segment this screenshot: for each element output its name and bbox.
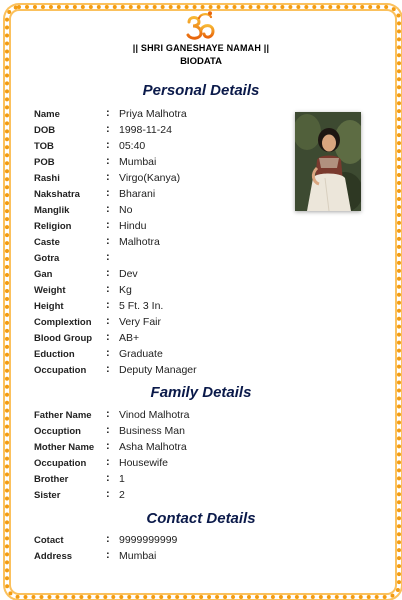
detail-row	[34, 139, 294, 155]
detail-value: Vinod Malhotra	[119, 409, 190, 421]
detail-value: Priya Malhotra	[119, 108, 187, 120]
detail-label: Manglik	[34, 205, 70, 216]
detail-label: Gan	[34, 269, 53, 280]
detail-separator: :	[106, 347, 110, 359]
detail-label: Sister	[34, 490, 61, 501]
detail-row	[34, 549, 294, 565]
detail-row	[34, 424, 294, 440]
detail-value: Very Fair	[119, 316, 162, 328]
detail-row	[34, 440, 294, 456]
detail-value: AB+	[119, 332, 140, 344]
detail-separator: :	[106, 440, 110, 452]
detail-value: Kg	[119, 284, 132, 296]
detail-separator: :	[106, 267, 110, 279]
detail-row	[34, 187, 294, 203]
detail-label: DOB	[34, 125, 56, 136]
detail-label: TOB	[34, 141, 54, 152]
contact-details-heading: Contact Details	[146, 510, 256, 527]
detail-row	[34, 171, 294, 187]
detail-separator: :	[106, 424, 110, 436]
detail-row	[34, 251, 294, 267]
detail-row	[34, 347, 294, 363]
om-icon	[183, 10, 219, 42]
detail-label: Gotra	[34, 253, 60, 264]
detail-label: Occuption	[34, 426, 81, 437]
detail-label: Nakshatra	[34, 189, 80, 200]
detail-row	[34, 267, 294, 283]
detail-value: No	[119, 204, 133, 216]
detail-separator: :	[106, 251, 110, 263]
detail-row	[34, 203, 294, 219]
detail-label: Eduction	[34, 349, 75, 360]
invocation-text: || SHRI GANESHAYE NAMAH ||	[132, 43, 270, 53]
detail-separator: :	[106, 331, 110, 343]
detail-label: Height	[34, 301, 64, 312]
detail-label: Religion	[34, 221, 72, 232]
detail-label: Caste	[34, 237, 60, 248]
detail-separator: :	[106, 235, 110, 247]
detail-value: Asha Malhotra	[119, 441, 187, 453]
detail-separator: :	[106, 107, 110, 119]
detail-label: POB	[34, 157, 55, 168]
detail-separator: :	[106, 408, 110, 420]
detail-row	[34, 315, 294, 331]
detail-value: 5 Ft. 3 In.	[119, 300, 164, 312]
detail-separator: :	[106, 472, 110, 484]
detail-value: 9999999999	[119, 534, 178, 546]
detail-row	[34, 219, 294, 235]
detail-label: Cotact	[34, 535, 64, 546]
detail-value: Virgo(Kanya)	[119, 172, 181, 184]
detail-row	[34, 299, 294, 315]
detail-value: 05:40	[119, 140, 146, 152]
detail-label: Father Name	[34, 410, 92, 421]
detail-row	[34, 107, 294, 123]
detail-label: Occupation	[34, 365, 87, 376]
detail-separator: :	[106, 549, 110, 561]
detail-value: Business Man	[119, 425, 185, 437]
detail-row	[34, 331, 294, 347]
detail-separator: :	[106, 488, 110, 500]
detail-label: Address	[34, 551, 73, 562]
detail-label: Occupation	[34, 458, 87, 469]
detail-label: Weight	[34, 285, 66, 296]
detail-row	[34, 472, 294, 488]
detail-value: Mumbai	[119, 156, 157, 168]
detail-separator: :	[106, 187, 110, 199]
detail-row	[34, 363, 294, 379]
detail-value: Malhotra	[119, 236, 160, 248]
detail-separator: :	[106, 315, 110, 327]
detail-row	[34, 408, 294, 424]
detail-separator: :	[106, 363, 110, 375]
detail-value: Dev	[119, 268, 138, 280]
detail-row	[34, 488, 294, 504]
detail-separator: :	[106, 155, 110, 167]
detail-separator: :	[106, 283, 110, 295]
detail-separator: :	[106, 533, 110, 545]
detail-value: 1998-11-24	[119, 124, 172, 136]
biodata-title: BIODATA	[180, 56, 222, 67]
profile-photo	[295, 112, 361, 211]
detail-value: Mumbai	[119, 550, 157, 562]
detail-label: Blood Group	[34, 333, 93, 344]
detail-row	[34, 456, 294, 472]
detail-separator: :	[106, 123, 110, 135]
detail-separator: :	[106, 219, 110, 231]
detail-value: 1	[119, 473, 125, 485]
detail-value: Deputy Manager	[119, 364, 197, 376]
detail-row	[34, 283, 294, 299]
detail-label: Brother	[34, 474, 69, 485]
detail-separator: :	[106, 171, 110, 183]
detail-separator: :	[106, 299, 110, 311]
detail-separator: :	[106, 139, 110, 151]
family-details-heading: Family Details	[150, 384, 252, 401]
detail-value: 2	[119, 489, 125, 501]
detail-row	[34, 533, 294, 549]
detail-row	[34, 155, 294, 171]
detail-row	[34, 235, 294, 251]
detail-value: Graduate	[119, 348, 163, 360]
personal-details-heading: Personal Details	[142, 82, 260, 99]
detail-label: Name	[34, 109, 60, 120]
detail-label: Rashi	[34, 173, 60, 184]
detail-row	[34, 123, 294, 139]
detail-label: Mother Name	[34, 442, 95, 453]
detail-value: Bharani	[119, 188, 156, 200]
detail-value: Hindu	[119, 220, 147, 232]
detail-label: Complextion	[34, 317, 92, 328]
detail-separator: :	[106, 203, 110, 215]
detail-separator: :	[106, 456, 110, 468]
detail-value: Housewife	[119, 457, 169, 469]
